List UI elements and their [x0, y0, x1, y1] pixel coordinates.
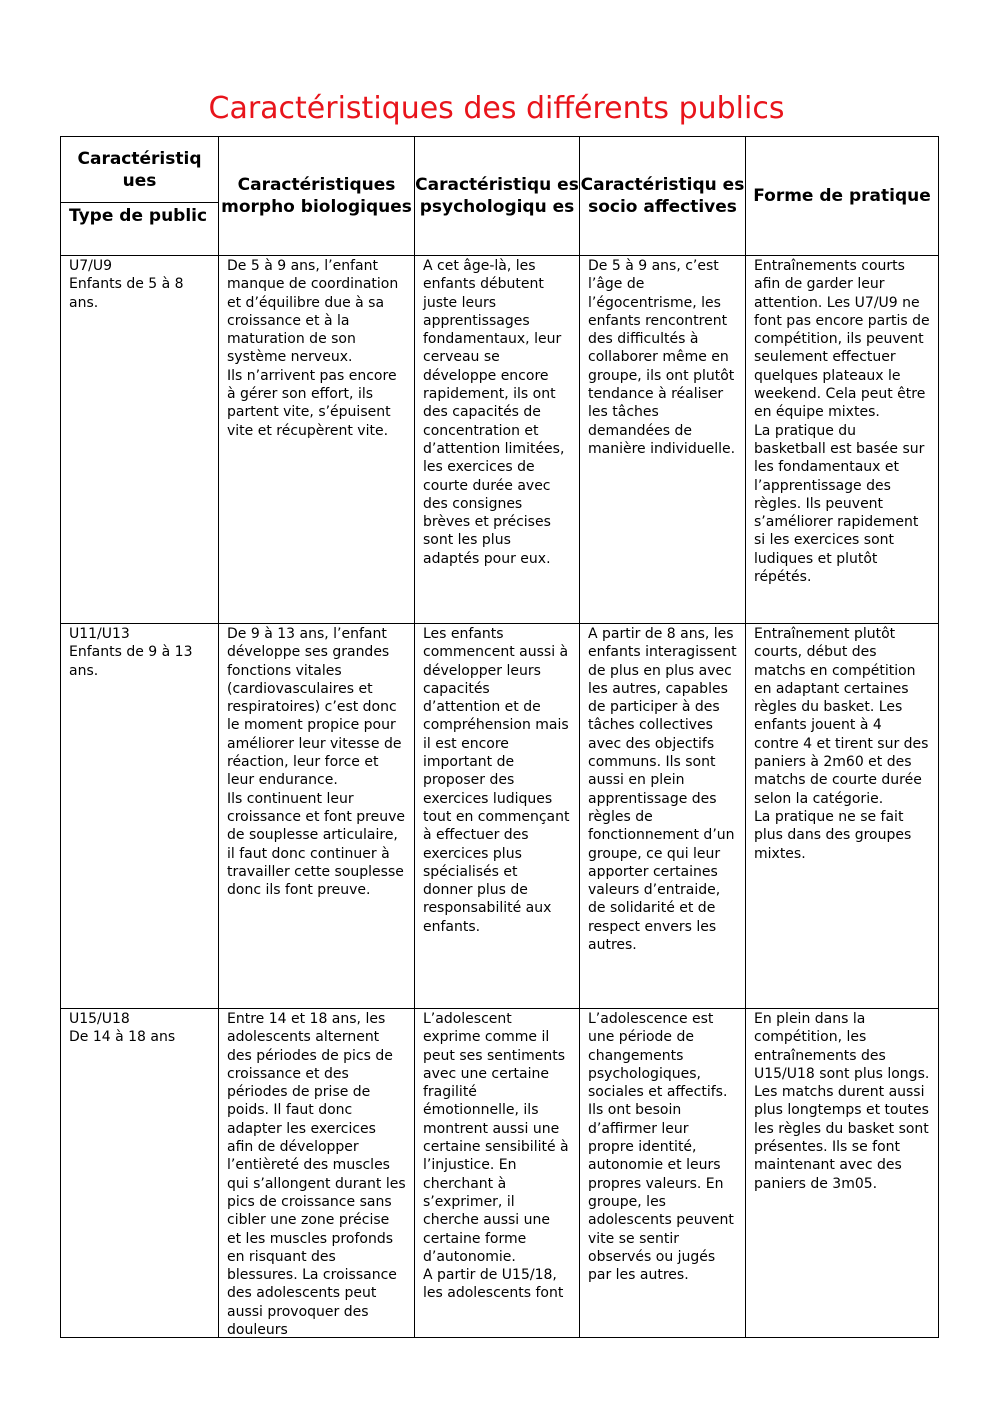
- table-row: [61, 1009, 939, 1338]
- header-socio: Caractéristiqu es socio affectives: [580, 137, 746, 256]
- row-pratique: En plein dans la compétition, les entraînements des U15/U18 sont plus longs. Les matchs durent aussi plus longtemps et toutes les règles du basket sont présentes. Ils se font maintenant avec des paniers de 3m05.: [754, 1011, 930, 1192]
- publics-table: [60, 136, 939, 1338]
- header-type-cell: [61, 137, 219, 256]
- cell-morpho: [219, 1009, 415, 1338]
- table-row: [61, 256, 939, 624]
- cell-morpho: [219, 256, 415, 624]
- cell-socio: [580, 624, 746, 1009]
- row-type: U7/U9 Enfants de 5 à 8 ans.: [69, 258, 184, 311]
- cell-type: [61, 1009, 219, 1338]
- header-morpho: Caractéristiques morpho biologiques: [219, 137, 415, 256]
- row-type: U11/U13 Enfants de 9 à 13 ans.: [69, 626, 193, 679]
- cell-pratique: [746, 624, 939, 1009]
- row-pratique: Entraînements courts afin de garder leur attention. Les U7/U9 ne font pas encore partis de compétition, ils peuvent seulement effectuer quelques plateaux le weekend. Cela peut être en équipe mixtes. La pratique du basketball est basée sur les fondamentaux et l’apprentissage des règles. Ils peuvent s’améliorer rapidement si les exercices sont ludiques et plutôt répétés.: [754, 258, 930, 586]
- row-psycho: A cet âge-là, les enfants débutent juste leurs apprentissages fondamentaux, leur cerveau se développe encore rapidement, ils ont des capacités de concentration et d’attention limitées, les exercices de courte durée avec des consignes brèves et précises sont les plus adaptés pour eux.: [423, 258, 565, 567]
- row-psycho: L’adolescent exprime comme il peut ses sentiments avec une certaine fragilité émotionnelle, ils montrent aussi une certaine sensibilité à l’injustice. En cherchant à s’exprimer, il cherche aussi une certaine forme d’autonomie. A partir de U15/18, les adolescents font: [423, 1011, 569, 1302]
- row-morpho: Entre 14 et 18 ans, les adolescents alternent des périodes de pics de croissance et des périodes de prise de poids. Il faut donc adapter les exercices afin de développer l’entièreté des muscles qui s’allongent durant les pics de croissance sans cibler une zone précise et les muscles profonds en risquant des blessures. La croissance des adolescents peut aussi provoquer des douleurs: [227, 1011, 406, 1337]
- row-morpho: De 9 à 13 ans, l’enfant développe ses grandes fonctions vitales (cardiovasculaires et respiratoires) c’est donc le moment propice pour améliorer leur vitesse de réaction, leur force et leur endurance. Ils continuent leur croissance et font preuve de souplesse articulaire, il faut donc continuer à travailler cette souplesse donc ils font preuve.: [227, 626, 405, 899]
- row-socio: De 5 à 9 ans, c’est l’âge de l’égocentrisme, les enfants rencontrent des difficultés à collaborer même en groupe, ils ont plutôt tendance à réaliser les tâches demandées de manière individuelle.: [588, 258, 736, 457]
- cell-psycho: [415, 624, 580, 1009]
- cell-pratique: [746, 256, 939, 624]
- row-socio: L’adolescence est une période de changements psychologiques, sociales et affectifs. Ils ont besoin d’affirmer leur propre identité, autonomie et leurs propres valeurs. En groupe, les adolescents peuvent vite se sentir observés ou jugés par les autres.: [588, 1011, 734, 1284]
- row-pratique: Entraînement plutôt courts, début des matchs en compétition en adaptant certaines règles du basket. Les enfants jouent à 4 contre 4 et tirent sur des paniers à 2m60 et des matchs de courte durée selon la catégorie. La pratique ne se fait plus dans des groupes mixtes.: [754, 626, 929, 862]
- cell-pratique: [746, 1009, 939, 1338]
- page-title: Caractéristiques des différents publics: [208, 91, 785, 126]
- cell-morpho: [219, 624, 415, 1009]
- header-psycho: Caractéristiqu es psychologiqu es: [415, 137, 580, 256]
- row-socio: A partir de 8 ans, les enfants interagissent de plus en plus avec les autres, capables de participer à des tâches collectives avec des objectifs communs. Ils sont aussi en plein apprentissage des règles de fonctionnement d’un groupe, ce qui leur apporter certaines valeurs d’entraide, de solidarité et de respect envers les autres.: [588, 626, 737, 954]
- header-type-public: Type de public: [69, 206, 208, 226]
- cell-socio: [580, 1009, 746, 1338]
- table-row: [61, 624, 939, 1009]
- cell-type: [61, 624, 219, 1009]
- cell-type: [61, 256, 219, 624]
- cell-psycho: [415, 256, 580, 624]
- header-pratique: Forme de pratique: [746, 137, 939, 256]
- row-morpho: De 5 à 9 ans, l’enfant manque de coordination et d’équilibre due à sa croissance et à la maturation de son système nerveux. Ils n’arrivent pas encore à gérer son effort, ils partent vite, s’épuisent vite et récupèrent vite.: [227, 258, 399, 439]
- cell-psycho: [415, 1009, 580, 1338]
- row-type: U15/U18 De 14 à 18 ans: [69, 1011, 176, 1046]
- row-psycho: Les enfants commencent aussi à développer leurs capacités d’attention et de compréhension mais il est encore important de proposer des exercices ludiques tout en commençant à effectuer des exercices plus spécialisés et donner plus de responsabilité aux enfants.: [423, 626, 570, 935]
- table-header-row: [61, 137, 939, 256]
- header-caracteristiques: Caractéristiq ues: [61, 137, 218, 203]
- cell-socio: [580, 256, 746, 624]
